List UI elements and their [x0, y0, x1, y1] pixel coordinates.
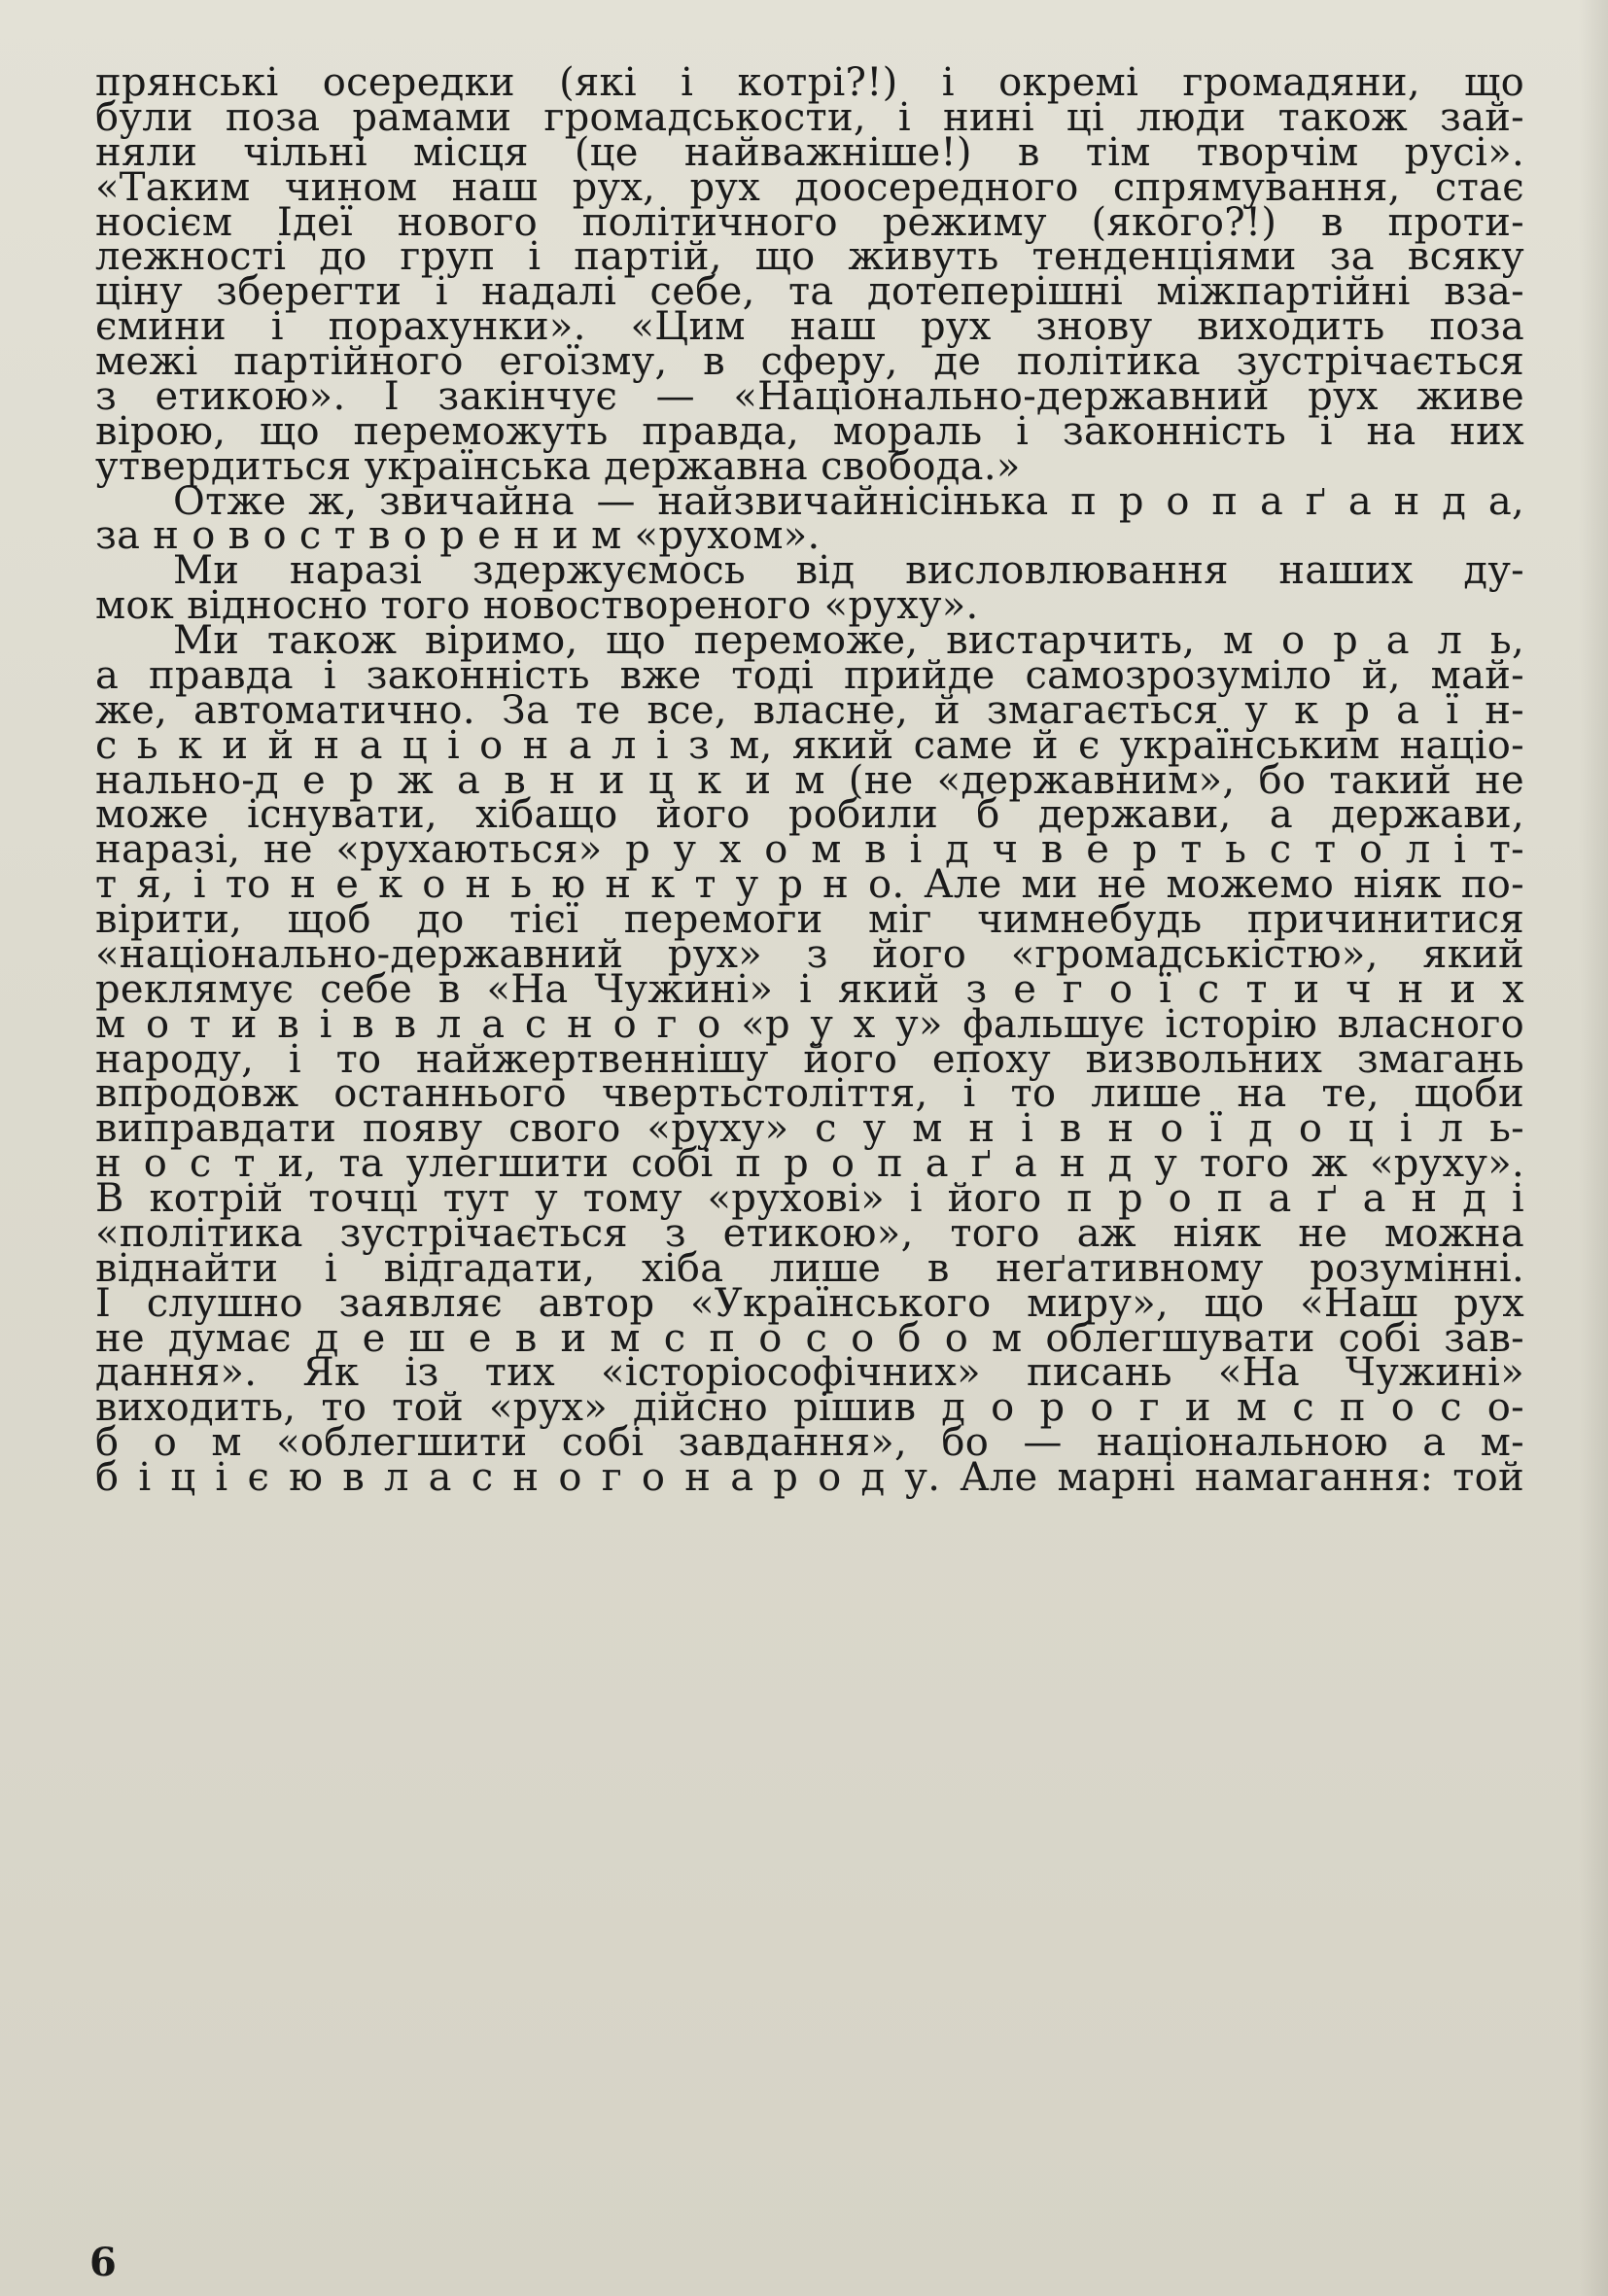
text-line: носієм Ідеї нового політичного режиму (якого?!) в проти- [95, 199, 1524, 245]
text-line: вірити, щоб до тієї перемоги міг чимнебудь причинитися [95, 897, 1524, 942]
text-line: виправдати появу свого «руху» с у м н і в н о ї д о ц і л ь- [95, 1106, 1524, 1152]
text-line: Отже ж, звичайна — найзвичайнісінька п р о п а ґ а н д а, [173, 478, 1524, 524]
text-line: дання». Як із тих «історіософічних» писань «На Чужині» [95, 1350, 1524, 1396]
text-line: І слушно заявляє автор «Українського миру», що «Наш рух [95, 1280, 1524, 1326]
text-line: мок відносно того новоствореного «руху». [95, 583, 979, 629]
text-line: може існувати, хібащо його робили б держави, а держави, [95, 792, 1524, 838]
text-line: м о т и в і в в л а с н о г о «р у х у» фальшує історію власного [95, 1001, 1524, 1047]
page-edge-shadow [1579, 0, 1608, 2296]
text-line: вірою, що переможуть правда, мораль і законність і на них [95, 408, 1524, 454]
text-line: б о м «облегшити собі завдання», бо — національною а м- [95, 1420, 1524, 1466]
text-line: утвердиться українська державна свобода.» [95, 443, 1021, 489]
text-line: віднайти і відгадати, хіба лише в неґативному розумінні. [95, 1245, 1524, 1291]
text-line: прянські осередки (які і котрі?!) і окремі громадяни, що [95, 60, 1524, 105]
text-line: наразі, не «рухаються» р у х о м в і д ч в е р т ь с т о л і т- [95, 827, 1524, 873]
text-line: «політика зустрічається з етикою», того аж ніяк не можна [95, 1210, 1524, 1256]
text-line: ціну зберегти і надалі себе, та дотеперішні міжпартійні вза- [95, 269, 1524, 315]
text-line: а правда і законність вже тоді прийде самозрозуміло й, май- [95, 652, 1524, 698]
text-line: н о с т и, та улегшити собі п р о п а ґ а н д у того ж «руху». [95, 1141, 1524, 1187]
text-line: В котрій точці тут у тому «рухові» і його п р о п а ґ а н д і [95, 1176, 1524, 1221]
text-line: Ми наразі здержуємось від висловлювання наших ду- [173, 548, 1524, 594]
text-line: за н о в о с т в о р е н и м «рухом». [95, 513, 821, 559]
text-line: реклямує себе в «На Чужині» і який з е г о ї с т и ч н и х [95, 966, 1524, 1012]
text-line: «національно-державний рух» з його «громадськістю», який [95, 931, 1524, 977]
text-line: с ь к и й н а ц і о н а л і з м, який саме й є українським націо- [95, 722, 1524, 768]
text-line: не думає д е ш е в и м с п о с о б о м облегшувати собі зав- [95, 1315, 1524, 1361]
text-line: з етикою». І закінчує — «Національно-державний рух живе [95, 373, 1524, 419]
text-line: т я, і то н е к о н ь ю н к т у р н о. Але ми не можемо ніяк по- [95, 862, 1524, 908]
text-line: «Таким чином наш рух, рух доосередного спрямування, стає [95, 164, 1524, 210]
text-line: лежності до груп і партій, що живуть тенденціями за всяку [95, 234, 1524, 280]
text-line: ємини і порахунки». «Цим наш рух знову виходить поза [95, 304, 1524, 350]
text-line: межі партійного егоїзму, в сферу, де політика зустрічається [95, 339, 1524, 384]
page-number: 6 [89, 2240, 117, 2285]
text-line: впродовж останнього чвертьстоліття, і то лише на те, щоби [95, 1071, 1524, 1117]
text-line: же, автоматично. За те все, власне, й змагається у к р а ї н- [95, 687, 1524, 733]
text-line: нально-д е р ж а в н и ц к и м (не «державним», бо такий не [95, 757, 1524, 803]
text-line: Ми також віримо, що переможе, вистарчить, м о р а л ь, [173, 618, 1524, 663]
text-line: були поза рамами громадськости, і нині ці люди також зай- [95, 94, 1524, 140]
text-line: народу, і то найжертвеннішу його епоху визвольних змагань [95, 1036, 1524, 1082]
text-line: виходить, то той «рух» дійсно рішив д о р о г и м с п о с о- [95, 1385, 1524, 1431]
text-line: няли чільні місця (це найважніше!) в тім творчім русі». [95, 129, 1524, 175]
text-line: б і ц і є ю в л а с н о г о н а р о д у. Але марні намагання: той [95, 1455, 1524, 1500]
